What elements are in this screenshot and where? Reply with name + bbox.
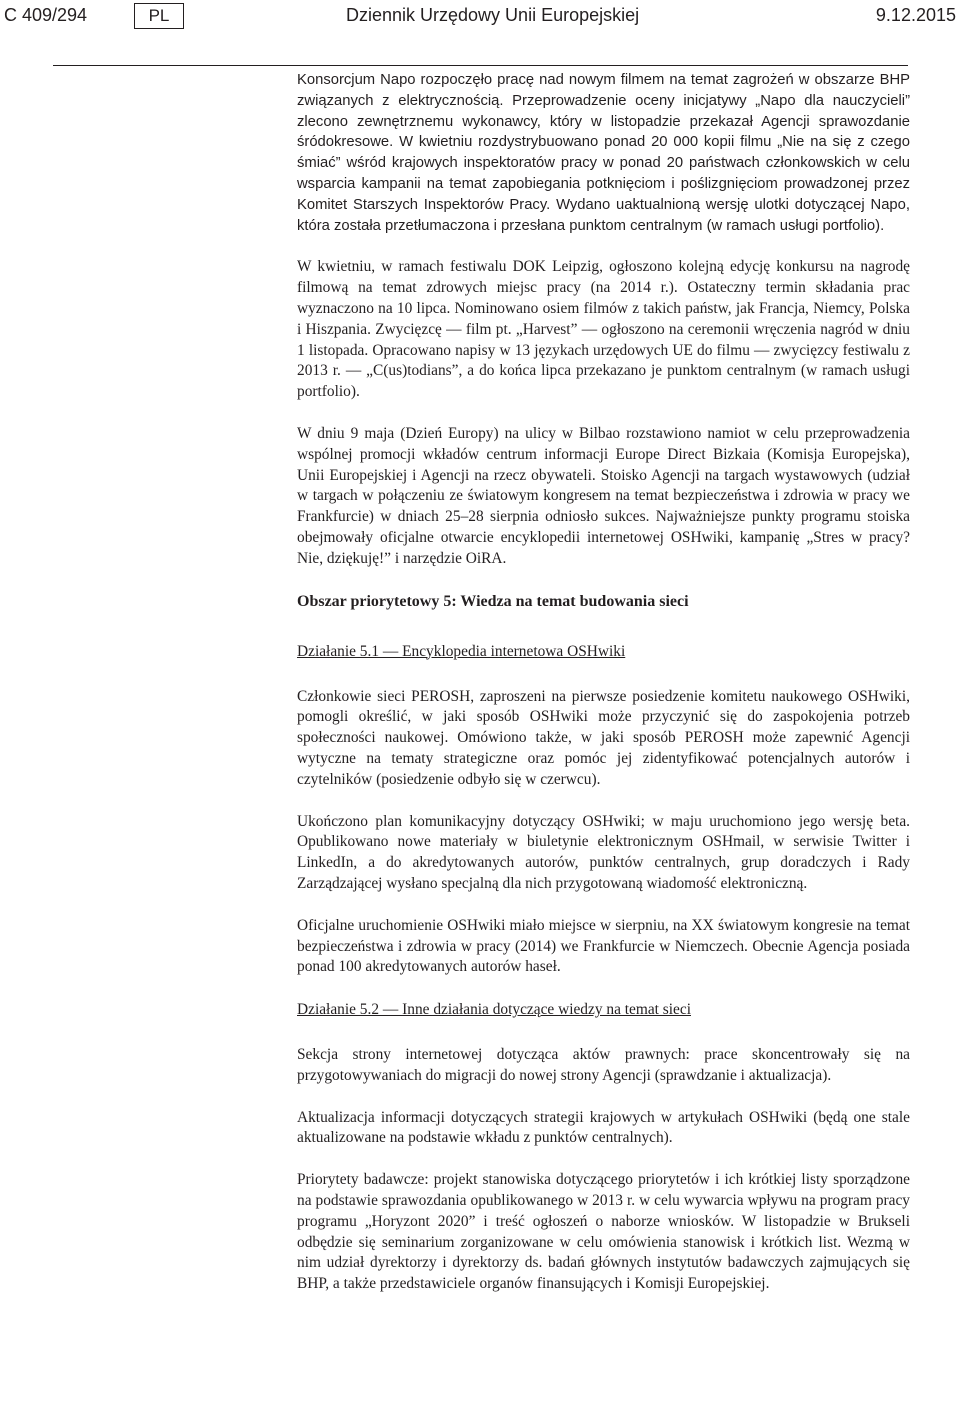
language-badge: PL	[134, 3, 184, 29]
page-header	[0, 0, 960, 40]
paragraph-dok-leipzig: W kwietniu, w ramach festiwalu DOK Leipzig, ogłoszono kolejną edycję konkursu na nagrodę filmową na temat zdrowych miejsc pracy (na 2014 r.). Ostateczny termin składania prac wyznaczono na 10 lipca. Nominowano osiem filmów z takich państw, jak Francja, Niemcy, Polska i Hiszpania. Zwycięzcę — film pt. „Harvest” — ogłoszono na ceremonii wręczenia nagród w dniu 1 listopada. Opracowano napisy w 13 językach urzędowych UE do filmu — zwycięzcy festiwalu z 2013 r. — „C(us)todians”, a do końca lipca przekazano je punktom centralnym (w ramach usługi portfolio).	[297, 258, 910, 401]
paragraph-national-strategies: Aktualizacja informacji dotyczących strategii krajowych w artykułach OSHwiki (będą one stale aktualizowane na podstawie wkładu z punktów centralnych).	[297, 1108, 910, 1147]
document-body	[297, 70, 910, 1316]
paragraph-communication-plan: Ukończono plan komunikacyjny dotyczący OSHwiki; w maju uruchomiono jego wersję beta. Opublikowano nowe materiały w biuletynie elektronicznym OSHmail, w serwisie Twitter i LinkedIn, a do akredytowanych autorów, punktów centralnych, grup doradczych i Rady Zarządzającej wysłano specjalną dla nich przygotowaną wiadomość elektroniczną.	[297, 812, 910, 892]
paragraph-europe-day: W dniu 9 maja (Dzień Europy) na ulicy w Bilbao rozstawiono namiot w celu przeprowadzenia wspólnej promocji wkładów centrum informacji Europe Direct Bizkaia (Komisja Europejska), Unii Europejskiej i Agencji na rzecz obywateli. Stoisko Agencji na targach wystawowych (udział w targach w połączeniu ze światowym kongresem na temat bezpieczeństwa i zdrowia w pracy we Frankfurcie) w dniach 25–28 sierpnia odniosło sukces. Najważniejsze punkty programu stoiska obejmowały oficjalne otwarcie encyklopedii internetowej OSHwiki, kampanię „Stres w pracy? Nie, dziękuję!” i narzędzie OiRA.	[297, 424, 910, 567]
paragraph-napo-film: Konsorcjum Napo rozpoczęło pracę nad nowym filmem na temat zagrożeń w obszarze BHP związanych z elektrycznością. Przeprowadzenie oceny inicjatywy „Napo dla nauczycieli” zlecono zewnętrznemu wykonawcy, który w listopadzie przekazał Agencji sprawozdanie śródokresowe. W kwietniu rozdystrybuowano ponad 20 000 kopii filmu „Nie na się z czego śmiać” wśród krajowych inspektoratów pracy w ponad 20 państwach członkowskich w celu wsparcia kampanii na temat zapobiegania potknięciom i poślizgnięciom prowadzonej przez Komitet Starszych Inspektorów Pracy. Wydano uaktualnioną wersję ulotki dotyczącej Napo, która została przetłumaczona i przesłana punktom centralnym (w ramach usługi portfolio).	[297, 72, 910, 234]
journal-title: Dziennik Urzędowy Unii Europejskiej	[346, 5, 640, 25]
paragraph-oshwiki-launch: Oficjalne uruchomienie OSHwiki miało miejsce w sierpniu, na XX światowym kongresie na temat bezpieczeństwa i zdrowia w pracy (2014) we Frankfurcie w Niemczech. Obecnie Agencja posiada ponad 100 akredytowanych autorów haseł.	[297, 916, 910, 976]
paragraph-perosh: Członkowie sieci PEROSH, zaproszeni na pierwsze posiedzenie komitetu naukowego OSHwiki, pomogli określić, w jaki sposób OSHwiki może przyczynić się do zaspokojenia potrzeb społeczności naukowej. Omówiono także, w jaki sposób PEROSH może zapewnić Agencji wytyczne na tematy strategiczne oraz pomóc jej zidentyfikować potencjalnych autorów i czytelników (posiedzenie odbyło się w czerwcu).	[297, 687, 910, 788]
action-heading-5-1: Działanie 5.1 — Encyklopedia internetowa OSHwiki	[297, 642, 626, 660]
section-heading-priority-5: Obszar priorytetowy 5: Wiedza na temat budowania sieci	[297, 592, 689, 610]
header-divider	[53, 65, 908, 66]
action-heading-5-2: Działanie 5.2 — Inne działania dotyczące wiedzy na temat sieci	[297, 1001, 691, 1019]
page-reference: C 409/294	[4, 5, 88, 25]
paragraph-legislation-section: Sekcja strony internetowej dotycząca aktów prawnych: prace skoncentrowały się na przygotowywaniach do migracji do nowej strony Agencji (sprawdzanie i aktualizacja).	[297, 1046, 910, 1084]
paragraph-research-priorities: Priorytety badawcze: projekt stanowiska dotyczącego priorytetów i ich krótkiej listy sporządzone na podstawie sprawozdania opublikowanego w 2013 r. w celu wywarcia wpływu na program pracy programu „Horyzont 2020” i treść ogłoszeń o naborze wniosków. W listopadzie w Brukseli odbędzie się seminarium zorganizowane w celu omówienia stanowisk i krótkich list. Wezmą w nim udział dyrektorzy i dyrektorzy ds. badań głównych instytutów badawczych zajmujących się BHP, a także przedstawiciele organów finansujących i Komisji Europejskiej.	[297, 1171, 910, 1293]
publication-date: 9.12.2015	[875, 5, 956, 25]
